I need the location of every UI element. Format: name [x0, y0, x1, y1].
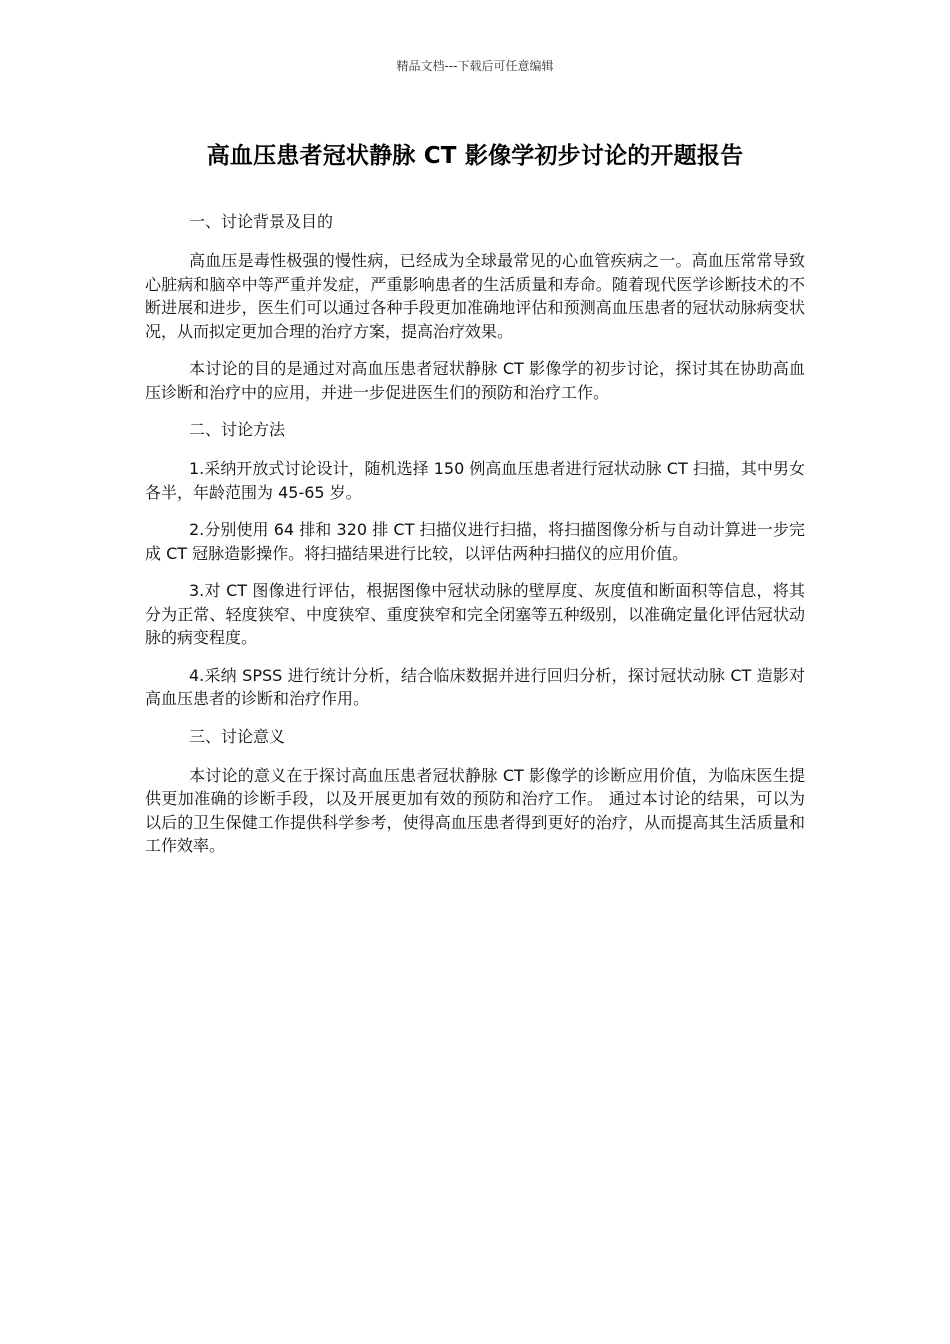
paragraph-method-3: 3.对 CT 图像进行评估，根据图像中冠状动脉的壁厚度、灰度值和断面积等信息，将其分为正常、轻度狭窄、中度狭窄、重度狭窄和完全闭塞等五种级别，以准确定量化评估冠状动脉的病变程度。: [145, 581, 805, 647]
document-body: [145, 210, 805, 872]
paragraph-background: 高血压是毒性极强的慢性病，已经成为全球最常见的心血管疾病之一。高血压常常导致心脏病和脑卒中等严重并发症，严重影响患者的生活质量和寿命。随着现代医学诊断技术的不断进展和进步，医生们可以通过各种手段更加准确地评估和预测高血压患者的冠状动脉病变状况，从而拟定更加合理的治疗方案，提高治疗效果。: [145, 251, 805, 341]
paragraph-method-1: 1.采纳开放式讨论设计，随机选择 150 例高血压患者进行冠状动脉 CT 扫描，其中男女各半，年龄范围为 45-65 岁。: [145, 459, 805, 502]
section-heading-methods: 二、讨论方法: [189, 420, 286, 439]
paragraph-purpose: 本讨论的目的是通过对高血压患者冠状静脉 CT 影像学的初步讨论，探讨其在协助高血压诊断和治疗中的应用，并进一步促进医生们的预防和治疗工作。: [145, 359, 805, 402]
header-note: 精品文档---下载后可任意编辑: [396, 59, 554, 73]
paragraph-significance: 本讨论的意义在于探讨高血压患者冠状静脉 CT 影像学的诊断应用价值，为临床医生提供更加准确的诊断手段，以及开展更加有效的预防和治疗工作。 通过本讨论的结果，可以为以后的卫生保健工作提供科学参考，使得高血压患者得到更好的治疗，从而提高其生活质量和工作效率。: [145, 765, 805, 855]
section-heading-background: 一、讨论背景及目的: [189, 212, 334, 231]
paragraph-method-2: 2.分别使用 64 排和 320 排 CT 扫描仪进行扫描，将扫描图像分析与自动计算进一步完成 CT 冠脉造影操作。将扫描结果进行比较，以评估两种扫描仪的应用价值。: [145, 520, 805, 563]
paragraph-method-4: 4.采纳 SPSS 进行统计分析，结合临床数据并进行回归分析，探讨冠状动脉 CT 造影对高血压患者的诊断和治疗作用。: [145, 665, 805, 708]
document-title: 高血压患者冠状静脉 CT 影像学初步讨论的开题报告: [206, 143, 744, 169]
section-heading-significance: 三、讨论意义: [189, 726, 286, 746]
